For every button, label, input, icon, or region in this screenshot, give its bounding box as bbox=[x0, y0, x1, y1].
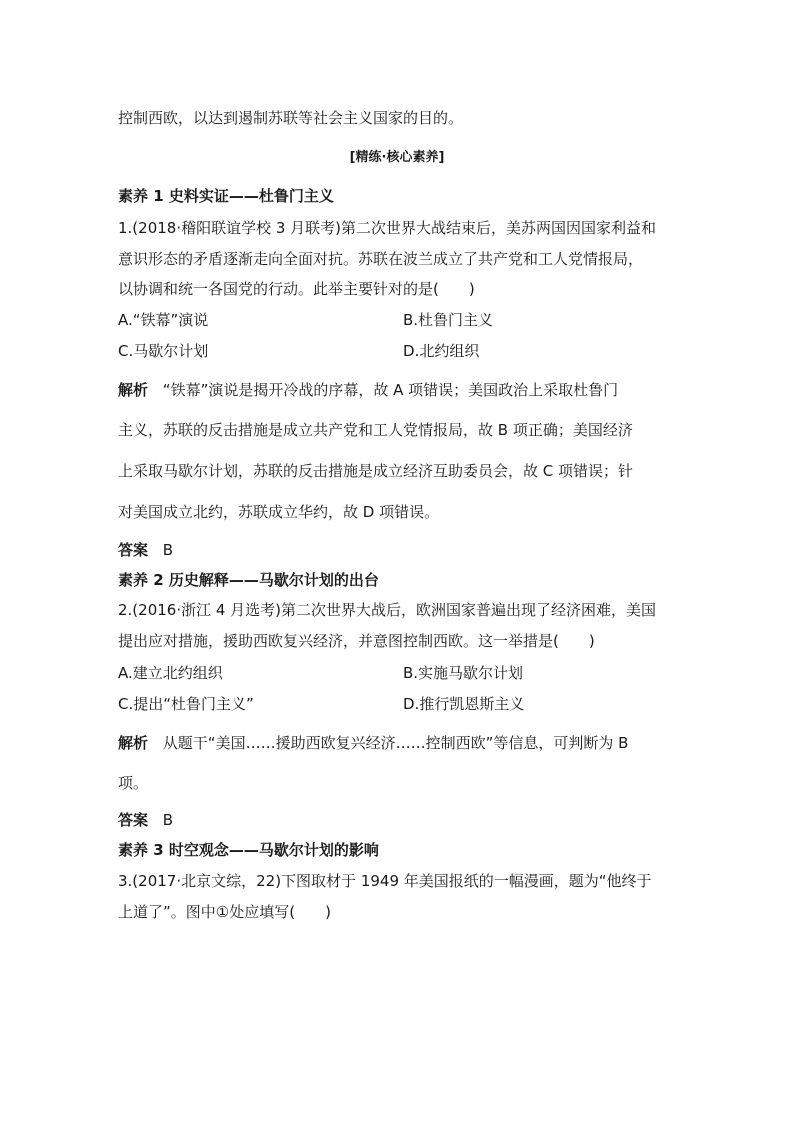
q1-answer-value: B bbox=[162, 541, 174, 559]
q1-option-d: D.北约组织 bbox=[403, 342, 480, 360]
q1-stem-line-1: 1.(2018·稽阳联谊学校 3 月联考)第二次世界大战结束后，美苏两国因国家利益和 bbox=[118, 219, 657, 237]
q2-answer-label: 答案 bbox=[118, 811, 149, 829]
q2-analysis-line-2: 项。 bbox=[118, 774, 149, 792]
q2-heading-title: 历史解释——马歇尔计划的出台 bbox=[168, 571, 379, 589]
q2-analysis-line-1 bbox=[118, 733, 628, 753]
q3-stem-line-2: 上道了”。图中①处应填写( ) bbox=[118, 903, 331, 921]
q2-heading bbox=[118, 570, 379, 590]
section-header: [精练·核心素养] bbox=[349, 150, 445, 165]
q2-option-b: B.实施马歇尔计划 bbox=[403, 664, 524, 682]
q1-stem-line-3: 以协调和统一各国党的行动。此举主要针对的是( ) bbox=[118, 280, 475, 298]
q2-option-a: A.建立北约组织 bbox=[118, 664, 223, 682]
q1-analysis-label: 解析 bbox=[118, 381, 149, 399]
q1-answer bbox=[118, 540, 173, 560]
q3-heading bbox=[118, 840, 379, 860]
q1-heading-title: 史料实证——杜鲁门主义 bbox=[168, 187, 334, 205]
q1-heading-num: 素养 1 bbox=[118, 187, 164, 205]
q3-heading-title: 时空观念——马歇尔计划的影响 bbox=[168, 841, 379, 859]
q1-analysis-text-1: “铁幕”演说是揭开冷战的序幕，故 A 项错误；美国政治上采取杜鲁门 bbox=[162, 381, 619, 399]
q2-answer bbox=[118, 810, 173, 830]
q2-stem-line-1: 2.(2016·浙江 4 月选考)第二次世界大战后，欧洲国家普遍出现了经济困难，美国 bbox=[118, 601, 657, 619]
q1-answer-label: 答案 bbox=[118, 541, 149, 559]
text-line-top: 控制西欧，以达到遏制苏联等社会主义国家的目的。 bbox=[118, 109, 464, 127]
q2-stem-line-2: 提出应对措施，援助西欧复兴经济，并意图控制西欧。这一举措是( ) bbox=[118, 632, 595, 650]
q2-answer-value: B bbox=[162, 811, 174, 829]
q3-heading-num: 素养 3 bbox=[118, 841, 164, 859]
q1-stem-line-2: 意识形态的矛盾逐渐走向全面对抗。苏联在波兰成立了共产党和工人党情报局， bbox=[118, 250, 644, 268]
q1-option-a: A.“铁幕”演说 bbox=[118, 311, 209, 329]
q1-option-c: C.马歇尔计划 bbox=[118, 342, 209, 360]
q1-analysis-line-1 bbox=[118, 380, 618, 400]
q2-analysis-text-1: 从题干“美国……援助西欧复兴经济……控制西欧”等信息，可判断为 B bbox=[162, 734, 629, 752]
q1-analysis-line-3: 上采取马歇尔计划，苏联的反击措施是成立经济互助委员会，故 C 项错误；针 bbox=[118, 462, 634, 480]
q2-analysis-label: 解析 bbox=[118, 734, 149, 752]
q1-option-b: B.杜鲁门主义 bbox=[403, 311, 494, 329]
q3-stem-line-1: 3.(2017·北京文综，22)下图取材于 1949 年美国报纸的一幅漫画，题为“他终于 bbox=[118, 872, 652, 890]
q1-analysis-line-2: 主义，苏联的反击措施是成立共产党和工人党情报局，故 B 项正确；美国经济 bbox=[118, 421, 633, 439]
q1-analysis-line-4: 对美国成立北约，苏联成立华约，故 D 项错误。 bbox=[118, 503, 440, 521]
q2-option-d: D.推行凯恩斯主义 bbox=[403, 695, 525, 713]
q2-heading-num: 素养 2 bbox=[118, 571, 164, 589]
q1-heading bbox=[118, 186, 334, 206]
q2-option-c: C.提出“杜鲁门主义” bbox=[118, 695, 254, 713]
